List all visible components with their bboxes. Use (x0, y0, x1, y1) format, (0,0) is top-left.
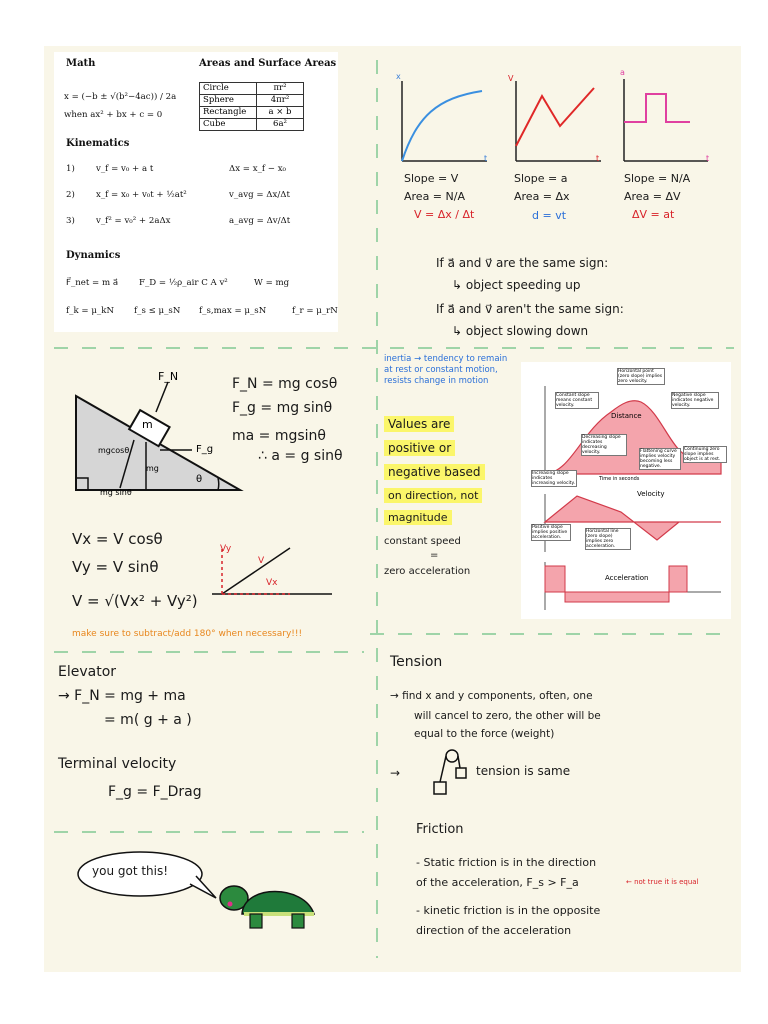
g1-x-axis: t (484, 154, 488, 163)
callout-constant-slope: Constant slope means constant velocity. (555, 392, 599, 409)
callout-increasing-slope: Increasing slope indicates increasing velocity. (531, 470, 577, 487)
friction-static-1: - Static friction is in the direction (416, 856, 597, 869)
kinematics-heading: Kinematics (66, 138, 130, 149)
incline-eq-2: F_g = mg sinθ (232, 400, 333, 416)
diag-vx: Vx (266, 578, 278, 588)
theta-label: θ (196, 474, 203, 485)
g1-y-axis: x (396, 72, 401, 81)
tension-line-1: → find x and y components, often, one (390, 690, 593, 702)
g3-formula: ΔV = at (632, 208, 675, 221)
values-note-2: positive or (384, 440, 455, 456)
diag-v: V (258, 556, 265, 566)
elevator-eq-1: → F_N = mg + ma (58, 688, 186, 704)
tension-same: tension is same (476, 764, 571, 778)
callout-flattening: Flattening curve implies velocity becoming less negative. (639, 448, 681, 470)
mg-label: mg (146, 464, 159, 473)
g2-x-axis: t (596, 154, 600, 163)
time-label: Time in seconds (599, 476, 640, 482)
values-note-5: magnitude (384, 510, 452, 525)
math-heading: Math (66, 58, 96, 69)
sign-rule-different-result: ↳ object slowing down (452, 324, 589, 338)
incline-eq-3: ma = mgsinθ (232, 428, 326, 444)
acceleration-time-graph (616, 74, 716, 166)
callout-zero-velocity: Horizontal point (zero slope) implies zero velocity. (617, 368, 665, 385)
inertia-note: inertia → tendency to remain at rest or constant motion, resists change in motion (384, 354, 508, 386)
zero-acceleration-line: zero acceleration (384, 566, 471, 577)
values-note-4: on direction, not (384, 488, 482, 503)
tension-arrow: → (390, 766, 401, 780)
mass-label: m (142, 418, 153, 431)
distance-label: Distance (611, 412, 642, 420)
vx-eq: Vx = V cosθ (72, 530, 163, 548)
dyn-weight: W = mg (254, 278, 290, 288)
kin-num-3: 3) (66, 216, 75, 226)
position-time-graph (392, 76, 492, 166)
quadratic-formula: x = (−b ± √(b²−4ac)) / 2a (64, 92, 177, 102)
dynamics-heading: Dynamics (66, 250, 121, 261)
kin-right-3: a_avg = Δv/Δt (229, 216, 291, 226)
kin-right-1: Δx = x_f − x₀ (229, 164, 286, 174)
values-note-3: negative based (384, 464, 485, 480)
velocity-time-graph (506, 76, 606, 166)
velocity-line (516, 88, 594, 146)
tension-line-3: equal to the force (weight) (414, 728, 555, 740)
formula-sheet (54, 52, 338, 332)
kin-eq-2: x_f = x₀ + v₀t + ½at² (96, 190, 187, 200)
position-curve (402, 91, 482, 161)
g3-y-axis: a (620, 68, 625, 77)
dyn-drag: F_D = ½ρ_air C A v² (139, 278, 228, 288)
g2-formula: d = vt (532, 209, 567, 222)
elevator-title: Elevator (58, 664, 117, 680)
g3-area: Area = ΔV (624, 190, 681, 203)
dyn-net-force: F⃗_net = m a⃗ (66, 278, 119, 288)
friction-correction: ← not true it is equal (626, 878, 699, 886)
mgsin-label: mg sinθ (100, 488, 132, 497)
acceleration-label: Acceleration (605, 574, 649, 582)
callout-zero-accel: Horizontal line (zero slope) implies zero acceleration. (585, 528, 631, 550)
friction-kinetic-2: direction of the acceleration (416, 924, 572, 937)
pulley-icon (432, 746, 472, 798)
bubble-text: you got this! (92, 864, 169, 878)
sign-rule-different: If a⃗ and v⃗ aren't the same sign: (436, 302, 624, 316)
callout-at-rest: Continuing zero slope implies object is at rest. (683, 446, 727, 463)
g2-slope: Slope = a (514, 172, 568, 185)
terminal-title: Terminal velocity (58, 756, 177, 772)
elevator-eq-2: = m( g + a ) (104, 712, 192, 728)
vy-eq: Vy = V sinθ (72, 558, 159, 576)
table-row: Rectangle a × b (200, 107, 304, 119)
friction-static-2: of the acceleration, F_s > F_a (416, 876, 579, 889)
sign-rule-same-result: ↳ object speeding up (452, 278, 581, 292)
values-note-1: Values are (384, 416, 454, 432)
areas-heading: Areas and Surface Areas (199, 58, 337, 69)
incline-diagram (68, 372, 248, 512)
acceleration-line (624, 94, 690, 122)
friction-kinetic-1: - kinetic friction is in the opposite (416, 904, 601, 917)
velocity-label: Velocity (637, 490, 665, 498)
dyn-static-max: f_s,max = μ_sN (199, 306, 267, 316)
g3-slope: Slope = N/A (624, 172, 691, 185)
incline-eq-4: ∴ a = g sinθ (258, 448, 343, 464)
callout-decreasing-slope: Decreasing slope indicates decreasing velocity. (581, 434, 627, 456)
sign-rule-same: If a⃗ and v⃗ are the same sign: (436, 256, 609, 270)
dyn-rolling: f_r = μ_rN (292, 306, 338, 316)
normal-force-label: F_N (158, 370, 179, 383)
tension-title: Tension (390, 654, 443, 670)
warning-note: make sure to subtract/add 180° when necessary!!! (72, 629, 303, 639)
g3-x-axis: t (706, 154, 710, 163)
diag-vy: Vy (220, 544, 232, 554)
g1-slope: Slope = V (404, 172, 459, 185)
tension-line-2: will cancel to zero, the other will be (414, 710, 601, 722)
table-row: Circle πr² (200, 83, 304, 95)
table-row: Sphere 4πr² (200, 95, 304, 107)
mgcos-label: mgcosθ (98, 446, 130, 455)
constant-speed-line: constant speed (384, 536, 461, 547)
dyn-kinetic: f_k = μ_kN (66, 306, 114, 316)
friction-title: Friction (416, 822, 464, 837)
g1-formula: V = Δx / Δt (414, 208, 475, 221)
kin-eq-1: v_f = v₀ + a t (96, 164, 154, 174)
constant-speed-equals: = (430, 550, 439, 561)
areas-table (199, 82, 304, 131)
fg-label: F_g (196, 444, 214, 455)
callout-positive-accel: Positive slope implies positive acceleration. (531, 524, 571, 541)
kin-num-2: 2) (66, 190, 75, 200)
quadratic-condition: when ax² + bx + c = 0 (64, 110, 163, 120)
g1-area: Area = N/A (404, 190, 465, 203)
motion-graphs-figure (521, 362, 731, 619)
g2-area: Area = Δx (514, 190, 570, 203)
dyn-static: f_s ≤ μ_sN (134, 306, 181, 316)
terminal-eq: F_g = F_Drag (108, 784, 202, 800)
kin-num-1: 1) (66, 164, 75, 174)
callout-negative-slope: Negative slope indicates negative velocity. (671, 392, 719, 409)
incline-eq-1: F_N = mg cosθ (232, 376, 338, 392)
table-row: Cube 6a² (200, 119, 304, 131)
kin-eq-3: v_f² = v₀² + 2aΔx (96, 216, 171, 226)
kin-right-2: v_avg = Δx/Δt (229, 190, 290, 200)
v-magnitude-eq: V = √(Vx² + Vy²) (72, 592, 198, 610)
turtle-icon (214, 874, 324, 934)
g2-y-axis: V (508, 74, 514, 83)
